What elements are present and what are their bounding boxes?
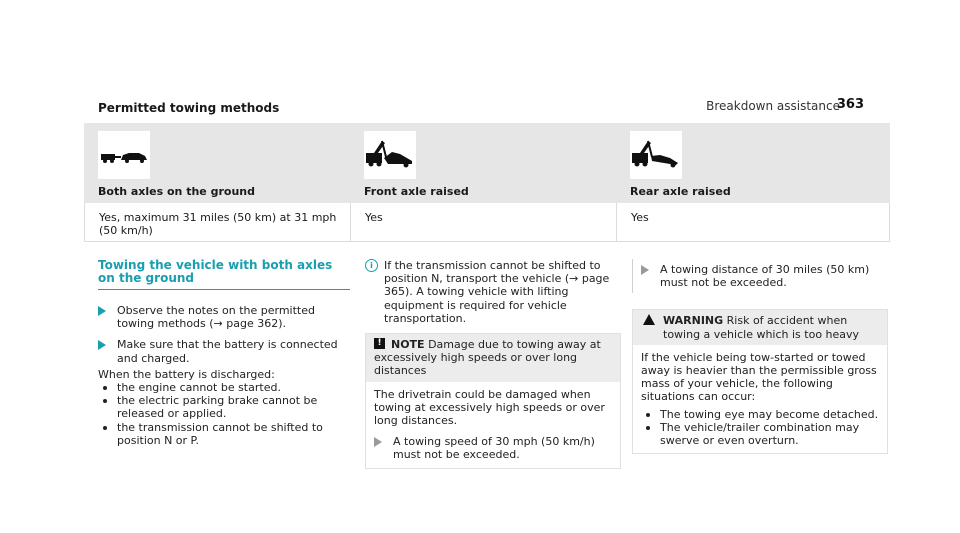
list-item: the electric parking brake cannot be released or applied. (98, 394, 350, 420)
step-arrow-icon (641, 265, 649, 275)
warning-box (632, 309, 888, 454)
tow-truck-front-axle-raised-icon (364, 131, 416, 179)
middle-column (365, 259, 621, 469)
section-title: Towing the vehicle with both axles on the ground (98, 258, 333, 285)
instruction-step: A towing distance of 30 miles (50 km) must not be exceeded. (632, 259, 888, 293)
warning-icon (643, 314, 655, 325)
tow-truck-rear-axle-raised-icon (630, 131, 682, 179)
note-heading: Damage due to towing away at excessively high speeds or over long distances (374, 338, 601, 378)
column-heading: Rear axle raised (630, 185, 731, 198)
warning-heading: Risk of accident when towing a vehicle which is too heavy (663, 314, 860, 341)
step-arrow-icon (98, 340, 106, 350)
left-column (98, 259, 350, 447)
running-header: Breakdown assistance (706, 99, 840, 113)
column-divider (350, 203, 351, 241)
right-column (632, 259, 888, 454)
instruction-step: A towing speed of 30 mph (50 km/h) must not be exceeded. (374, 435, 612, 461)
note-box (365, 333, 621, 469)
table-title: Permitted towing methods (98, 101, 280, 115)
column-heading: Front axle raised (364, 185, 469, 198)
exclamation-icon: ! (374, 338, 385, 349)
table-cell: Yes, maximum 31 miles (50 km) at 31 mph (50 km/h) (99, 211, 337, 237)
page-number: 363 (836, 97, 864, 112)
table-body (84, 203, 890, 242)
instruction-step: Make sure that the battery is connected and charged. (98, 338, 350, 364)
note-label: NOTE (391, 338, 425, 352)
list-item: the engine cannot be started. (98, 381, 350, 394)
info-icon: i (365, 259, 378, 272)
info-note: i If the transmission cannot be shifted to position N, transport the vehicle (→ page 365). A towing vehicle with lifting equipment is required for vehicle transportation. (365, 259, 621, 325)
warning-label: WARNING (663, 314, 724, 328)
car-towed-both-axles-icon (98, 131, 150, 179)
warning-body: If the vehicle being tow-started or towed away is heavier than the permissible gross mass of your vehicle, the following situations can occur: (641, 350, 877, 404)
note-body: The drivetrain could be damaged when towing at excessively high speeds or over long distances. (374, 387, 605, 428)
list-item: The towing eye may become detached. (641, 408, 879, 421)
list-item: The vehicle/trailer combination may swerve or even overturn. (641, 421, 879, 447)
section-divider (98, 289, 350, 290)
warning-header (633, 310, 887, 344)
step-arrow-icon (98, 306, 106, 316)
table-header (84, 123, 890, 203)
table-cell: Yes (365, 211, 383, 224)
table-cell: Yes (631, 211, 649, 224)
intro-text: When the battery is discharged: (98, 367, 275, 381)
column-heading: Both axles on the ground (98, 185, 255, 198)
column-divider (616, 203, 617, 241)
note-header (366, 334, 620, 382)
step-arrow-icon (374, 437, 382, 447)
list-item: the transmission cannot be shifted to position N or P. (98, 421, 350, 447)
instruction-step: Observe the notes on the permitted towing methods (→ page 362). (98, 304, 350, 330)
